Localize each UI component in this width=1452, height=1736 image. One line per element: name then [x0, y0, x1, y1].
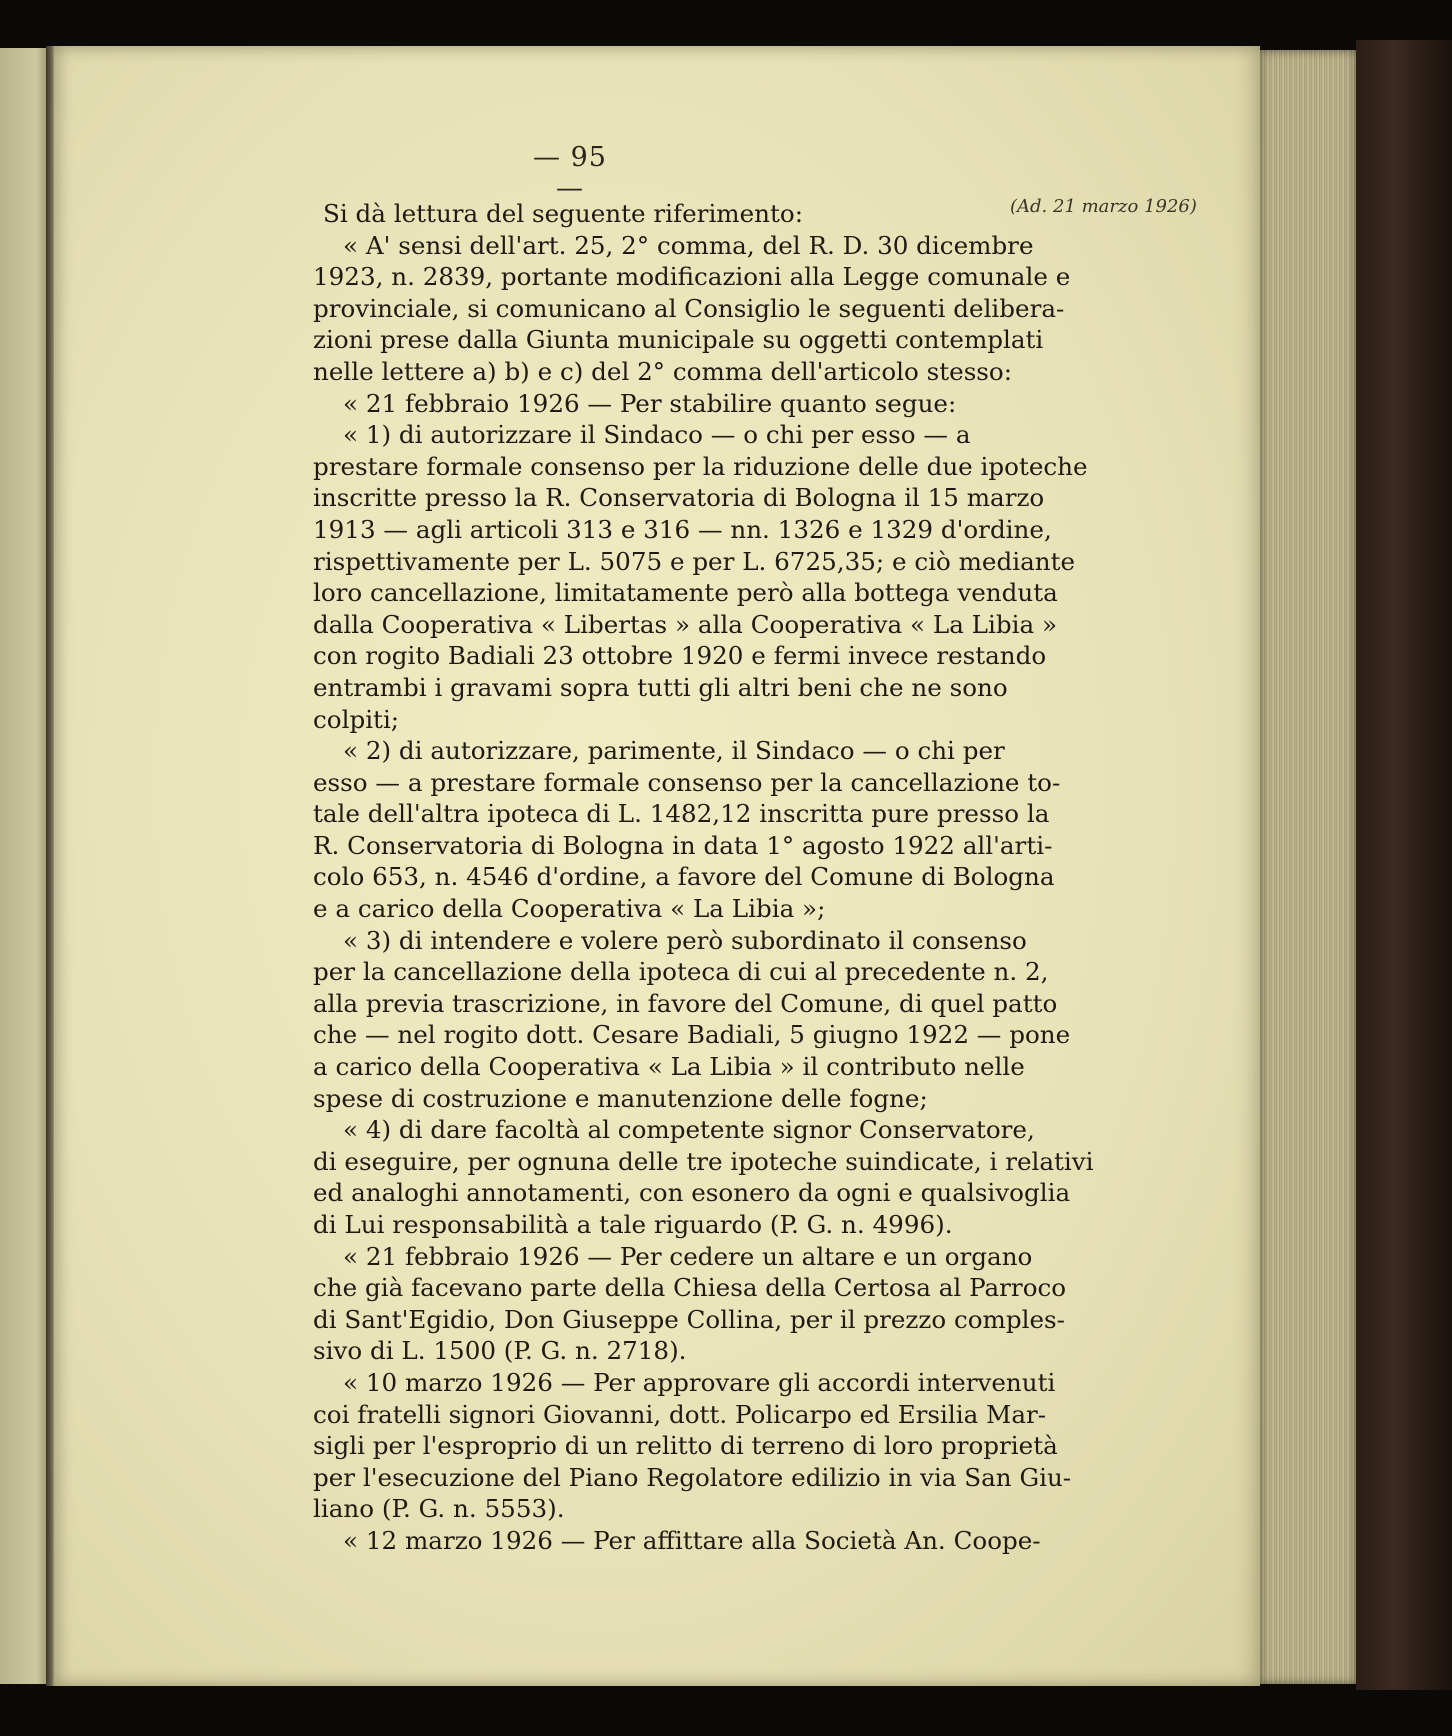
text-line: dalla Cooperativa « Libertas » alla Cooperativa « La Libia » — [313, 609, 1058, 639]
text-line: « A' sensi dell'art. 25, 2° comma, del R. D. 30 dicembre — [343, 230, 1034, 260]
text-line: sigli per l'esproprio di un relitto di terreno di loro proprietà — [313, 1431, 1058, 1461]
text-line: di eseguire, per ognuna delle tre ipoteche suindicate, i relativi — [313, 1146, 1094, 1176]
text-line: R. Conservatoria di Bologna in data 1° agosto 1922 all'arti- — [313, 830, 1053, 860]
text-line: « 12 marzo 1926 — Per affittare alla Società An. Coope- — [343, 1525, 1041, 1555]
text-line: Si dà lettura del seguente riferimento: — [323, 199, 803, 228]
text-line: loro cancellazione, limitatamente però alla bottega venduta — [313, 578, 1058, 608]
book-cover — [1356, 40, 1452, 1690]
text-line: prestare formale consenso per la riduzione delle due ipoteche — [313, 451, 1088, 481]
text-line: ed analoghi annotamenti, con esonero da ogni e qualsivoglia — [313, 1178, 1071, 1208]
text-line: che già facevano parte della Chiesa della Certosa al Parroco — [313, 1273, 1067, 1303]
text-line: « 10 marzo 1926 — Per approvare gli accordi intervenuti — [343, 1367, 1056, 1397]
text-line: provinciale, si comunicano al Consiglio le seguenti delibera- — [313, 293, 1065, 323]
text-line: 1923, n. 2839, portante modificazioni alla Legge comunale e — [313, 262, 1071, 292]
text-line: « 3) di intendere e volere però subordinato il consenso — [343, 925, 1027, 955]
text-line: di Lui responsabilità a tale riguardo (P. G. n. 4996). — [313, 1210, 953, 1239]
text-line: liano (P. G. n. 5553). — [313, 1494, 565, 1524]
text-line: spese di costruzione e manutenzione delle fogne; — [313, 1083, 928, 1113]
text-line: che — nel rogito dott. Cesare Badiali, 5 giugno 1922 — pone — [313, 1020, 1071, 1050]
text-line: « 2) di autorizzare, parimente, il Sindaco — o chi per — [343, 736, 1005, 766]
text-line: « 21 febbraio 1926 — Per cedere un altare e un organo — [343, 1241, 1033, 1271]
text-line: e a carico della Cooperativa « La Libia »; — [313, 894, 826, 924]
text-line: coi fratelli signori Giovanni, dott. Policarpo ed Ersilia Mar- — [313, 1399, 1047, 1429]
text-line: rispettivamente per L. 5075 e per L. 6725,35; e ciò mediante — [313, 546, 1076, 576]
text-line: tale dell'altra ipoteca di L. 1482,12 inscritta pure presso la — [313, 799, 1050, 829]
text-line: alla previa trascrizione, in favore del Comune, di quel patto — [313, 988, 1058, 1018]
text-line: « 4) di dare facoltà al competente signor Conservatore, — [343, 1115, 1035, 1145]
text-line: zioni prese dalla Giunta municipale su oggetti contemplati — [313, 325, 1044, 355]
text-line: « 21 febbraio 1926 — Per stabilire quanto segue: — [343, 388, 957, 418]
text-line: per la cancellazione della ipoteca di cui al precedente n. 2, — [313, 957, 1049, 987]
page-block-edges — [1260, 50, 1356, 1684]
text-line: di Sant'Egidio, Don Giuseppe Collina, per il prezzo comples- — [313, 1304, 1065, 1334]
text-line: « 1) di autorizzare il Sindaco — o chi per esso — a — [343, 420, 971, 450]
text-line: inscritte presso la R. Conservatoria di Bologna il 15 marzo — [313, 483, 1045, 513]
text-line: sivo di L. 1500 (P. G. n. 2718). — [313, 1336, 687, 1366]
margin-note: (Ad. 21 marzo 1926) — [1010, 196, 1197, 217]
text-line: a carico della Cooperativa « La Libia » il contributo nelle — [313, 1052, 1025, 1082]
text-line: per l'esecuzione del Piano Regolatore edilizio in via San Giu- — [313, 1462, 1072, 1492]
text-line: colpiti; — [313, 704, 400, 734]
body-text — [313, 198, 1094, 1557]
text-line: 1913 — agli articoli 313 e 316 — nn. 1326 e 1329 d'ordine, — [313, 514, 1052, 544]
text-line: nelle lettere a) b) e c) del 2° comma dell'articolo stesso: — [313, 356, 1013, 386]
page-number: — 95 — — [533, 142, 607, 204]
text-line: colo 653, n. 4546 d'ordine, a favore del Comune di Bologna — [313, 862, 1055, 892]
text-line: con rogito Badiali 23 ottobre 1920 e fermi invece restando — [313, 641, 1047, 671]
text-line: entrambi i gravami sopra tutti gli altri beni che ne sono — [313, 672, 1008, 702]
text-line: esso — a prestare formale consenso per la cancellazione to- — [313, 767, 1061, 797]
left-page-edge — [0, 48, 52, 1684]
